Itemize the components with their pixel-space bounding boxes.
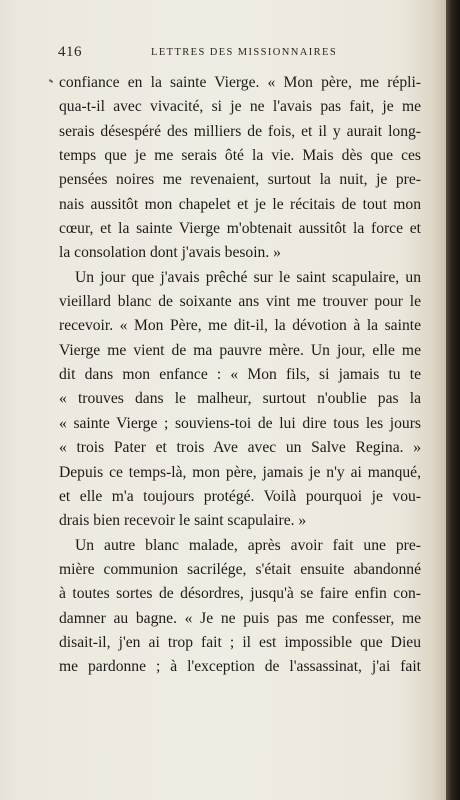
text-line: drais bien recevoir le saint scapulaire. » xyxy=(59,512,307,530)
text-line: serais désespéré des milliers de fois, et il y aurait long- xyxy=(59,122,421,140)
text-line: mière communion sacrilége, s'était ensuite abandonné xyxy=(59,560,421,578)
text-line: Un autre blanc malade, après avoir fait une pre- xyxy=(75,536,421,554)
text-line: Vierge me vient de ma pauvre mère. Un jour, elle me xyxy=(59,341,421,359)
text-line: dit dans mon enfance : « Mon fils, si jamais tu te xyxy=(59,366,421,384)
text-line: Depuis ce temps-là, mon père, jamais je n'y ai manqué, xyxy=(59,463,421,481)
text-line: pensées noires me revenaient, surtout la nuit, je pre- xyxy=(59,171,421,189)
text-line: recevoir. « Mon Père, me dit-il, la dévotion à la sainte xyxy=(59,317,421,335)
text-line: Un jour que j'avais prêché sur le saint scapulaire, un xyxy=(75,268,421,286)
text-line: damner au bagne. « Je ne puis pas me confesser, me xyxy=(59,609,421,627)
text-line: disait-il, j'en ai trop fait ; il est impossible que Dieu xyxy=(59,633,421,651)
text-line: qua-t-il avec vivacité, si je ne l'avais pas fait, je me xyxy=(59,98,421,116)
body-text xyxy=(59,71,421,680)
text-line: à toutes sortes de désordres, jusqu'à se faire enfin con- xyxy=(59,585,421,603)
text-line: vieillard blanc de soixante ans vint me trouver pour le xyxy=(59,293,421,311)
text-line: me pardonne ; à l'exception de l'assassinat, j'ai fait xyxy=(59,658,421,676)
text-line: cœur, et la sainte Vierge m'obtenait aussitôt la force et xyxy=(59,220,421,238)
running-title: LETTRES DES MISSIONNAIRES xyxy=(151,47,338,58)
page-header xyxy=(58,44,418,62)
text-line: « trouves dans le malheur, surtout n'oublie pas la xyxy=(59,390,421,408)
page-edge xyxy=(446,0,460,800)
text-line: nais aussitôt mon chapelet et je le récitais de tout mon xyxy=(59,195,421,213)
page-number: 416 xyxy=(58,44,82,60)
text-line: « sainte Vierge ; souviens-toi de lui dire tous les jours xyxy=(59,414,421,432)
text-line: la consolation dont j'avais besoin. » xyxy=(59,244,281,262)
text-line: temps que je me serais ôté la vie. Mais dès que ces xyxy=(59,147,421,165)
text-line: et elle m'a toujours protégé. Voilà pourquoi je vou- xyxy=(59,487,421,505)
text-line: « trois Pater et trois Ave avec un Salve Regina. » xyxy=(59,439,421,457)
margin-mark xyxy=(49,79,53,83)
text-line: confiance en la sainte Vierge. « Mon père, me répli- xyxy=(59,74,421,91)
